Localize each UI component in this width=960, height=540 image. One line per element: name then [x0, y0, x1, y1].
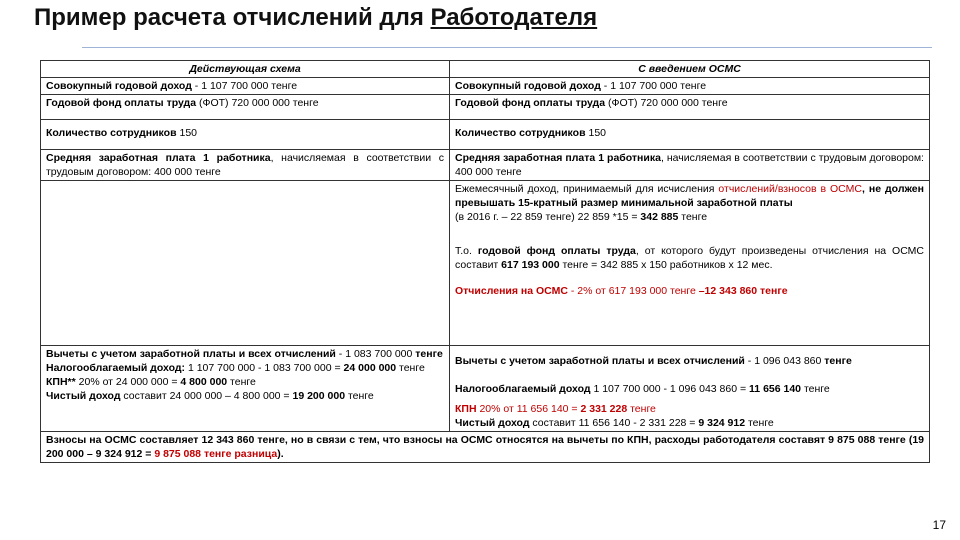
cell-osms-calc: [450, 181, 930, 346]
cell-fot-right: Годовой фонд оплаты труда (ФОТ) 720 000 000 тенге: [450, 95, 930, 120]
cell-salary-left: Средняя заработная плата 1 работника, начисляемая в соответствии с трудовым договором: 400 000 тенге: [41, 150, 450, 181]
cell-conclusion: Взносы на ОСМС составляет 12 343 860 тенге, но в связи с тем, что взносы на ОСМС относятся на вычеты по КПН, расходы работодателя составят 9 875 088 тенге (19 200 000 – 9 324 912 = 9 875 088 тенге разница).: [41, 432, 930, 463]
left-deductions-line: Вычеты с учетом заработной платы и всех отчислений - 1 083 700 000 тенге: [46, 348, 443, 360]
cell-staff-right: Количество сотрудников 150: [450, 120, 930, 150]
right-taxable-income-line: Налогооблагаемый доход 1 107 700 000 - 1 096 043 860 = 11 656 140 тенге: [455, 383, 830, 395]
right-cit-line: КПН 20% от 11 656 140 = 2 331 228 тенге: [455, 403, 656, 415]
osms-contributions: Отчисления на ОСМС - 2% от 617 193 000 тенге –12 343 860 тенге: [455, 285, 788, 297]
title-divider: [82, 47, 932, 48]
header-current-scheme: Действующая схема: [41, 61, 450, 78]
cell-income-right: Совокупный годовой доход - 1 107 700 000 тенге: [450, 78, 930, 95]
cell-deductions-right: [450, 346, 930, 432]
osms-annual-fund: Т.о. годовой фонд оплаты труда, от которого будут произведены отчисления на ОСМС составит 617 193 000 тенге = 342 885 х 150 работников х 12 мес.: [455, 245, 924, 271]
cell-fot-left: Годовой фонд оплаты труда (ФОТ) 720 000 000 тенге: [41, 95, 450, 120]
left-net-income-line: Чистый доход составит 24 000 000 – 4 800 000 = 19 200 000 тенге: [46, 390, 374, 402]
comparison-table: [40, 60, 930, 463]
header-osms-scheme: С введением ОСМС: [450, 61, 930, 78]
table-row-conclusion: [41, 432, 930, 463]
cell-staff-left: Количество сотрудников 150: [41, 120, 450, 150]
table-row-osms-calc: [41, 181, 930, 346]
cell-deductions-left: [41, 346, 450, 432]
osms-income-cap: Ежемесячный доход, принимаемый для исчисления отчислений/взносов в ОСМС, не должен превышать 15-кратный размер минимальной заработной платы (в 2016 г. – 22 859 тенге) 22 859 *15 = 342 885 тенге: [455, 183, 924, 223]
table-row-staff: [41, 120, 930, 150]
title-text: Пример расчета отчислений для: [34, 4, 431, 31]
cell-salary-right: Средняя заработная плата 1 работника, начисляемая в соответствии с трудовым договором: 400 000 тенге: [450, 150, 930, 181]
table-row-fot: [41, 95, 930, 120]
table-row-deductions: [41, 346, 930, 432]
cell-osms-left-empty: [41, 181, 450, 346]
right-net-income-line: Чистый доход составит 11 656 140 - 2 331 228 = 9 324 912 тенге: [455, 417, 774, 429]
title-underlined: Работодателя: [430, 4, 598, 31]
page-title: [34, 4, 597, 32]
cell-income-left: Совокупный годовой доход - 1 107 700 000 тенге: [41, 78, 450, 95]
page-number: 17: [932, 518, 946, 532]
table-header-row: [41, 61, 930, 78]
left-taxable-income-line: Налогооблагаемый доход: 1 107 700 000 - 1 083 700 000 = 24 000 000 тенге: [46, 362, 425, 374]
left-cit-line: КПН** 20% от 24 000 000 = 4 800 000 тенге: [46, 376, 256, 388]
table-row-income: [41, 78, 930, 95]
right-deductions-line: Вычеты с учетом заработной платы и всех отчислений - 1 096 043 860 тенге: [455, 355, 852, 367]
table-row-salary: [41, 150, 930, 181]
